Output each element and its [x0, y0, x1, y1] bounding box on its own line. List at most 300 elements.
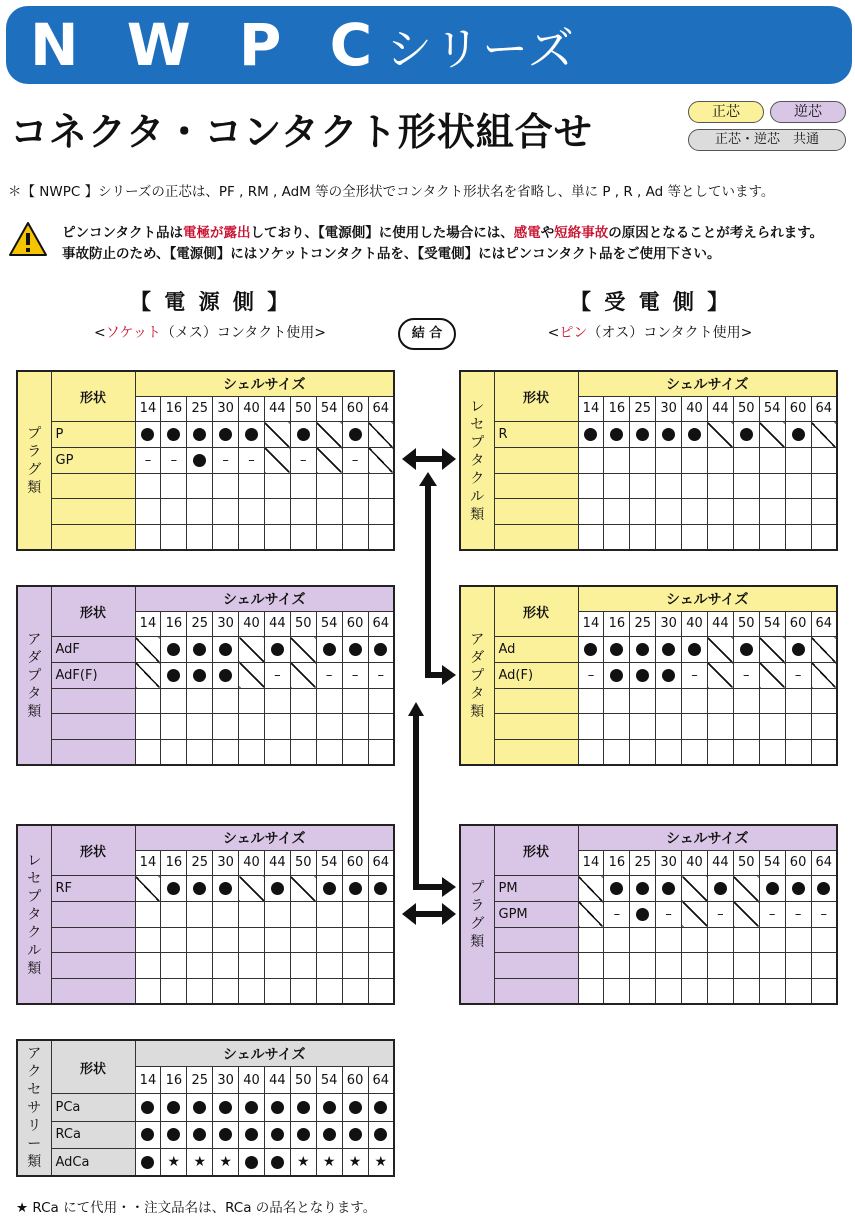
shell-size-60: 60	[785, 396, 811, 422]
shell-size-25: 25	[187, 1067, 213, 1094]
cell-empty	[811, 473, 837, 499]
shell-size-44: 44	[264, 611, 290, 637]
cell-empty	[811, 688, 837, 714]
cell-dot	[733, 422, 759, 448]
cell-empty	[785, 524, 811, 550]
cell-empty	[316, 901, 342, 927]
cell-empty	[604, 473, 630, 499]
cell-empty	[342, 978, 368, 1004]
table-row	[460, 447, 837, 473]
shell-size-64: 64	[811, 396, 837, 422]
cell-dot	[135, 1094, 161, 1121]
cell-empty	[316, 953, 342, 979]
cell-empty	[785, 953, 811, 979]
cell-dot	[290, 422, 316, 448]
cell-empty	[135, 688, 161, 714]
cell-empty	[630, 739, 656, 765]
cell-empty	[239, 473, 265, 499]
cell-empty	[213, 473, 239, 499]
cell-empty	[785, 499, 811, 525]
cell-dot	[785, 876, 811, 902]
cell-slash	[578, 901, 604, 927]
cell-empty	[733, 499, 759, 525]
shape-header: 形状	[51, 586, 135, 637]
cell-empty	[161, 688, 187, 714]
cell-dot	[161, 1094, 187, 1121]
cell-empty	[630, 524, 656, 550]
table-row	[17, 662, 394, 688]
cell-empty	[161, 927, 187, 953]
cell-empty	[604, 688, 630, 714]
receiving-side-subtitle: <ピン（オス）コンタクト使用>	[547, 325, 753, 341]
shell-size-40: 40	[239, 850, 265, 876]
category-label: レセプタクル類	[17, 825, 51, 1004]
cell-dot	[316, 1121, 342, 1148]
cell-empty	[342, 499, 368, 525]
cell-empty	[264, 499, 290, 525]
cell-slash	[368, 447, 394, 473]
cell-empty	[733, 739, 759, 765]
cell-empty	[187, 688, 213, 714]
legend-gyaku: 逆芯	[770, 101, 846, 123]
cell-dash	[656, 901, 682, 927]
shape-name: GPM	[494, 901, 578, 927]
cell-dot	[785, 422, 811, 448]
cell-dot	[290, 1094, 316, 1121]
cell-dot	[264, 876, 290, 902]
cell-empty	[656, 978, 682, 1004]
cell-empty	[161, 953, 187, 979]
cell-empty	[759, 953, 785, 979]
cell-dash	[239, 447, 265, 473]
cell-empty	[733, 447, 759, 473]
shell-size-14: 14	[135, 1067, 161, 1094]
cell-empty	[682, 524, 708, 550]
cell-dot	[213, 876, 239, 902]
shell-size-44: 44	[264, 1067, 290, 1094]
cell-empty	[682, 978, 708, 1004]
cell-empty	[368, 714, 394, 740]
table-row	[460, 927, 837, 953]
cell-empty	[264, 953, 290, 979]
shell-size-40: 40	[682, 396, 708, 422]
shell-size-30: 30	[213, 850, 239, 876]
cell-empty	[368, 927, 394, 953]
shell-size-60: 60	[785, 611, 811, 637]
cell-dot	[213, 422, 239, 448]
cell-dot	[161, 662, 187, 688]
cell-empty	[264, 714, 290, 740]
cell-empty	[733, 524, 759, 550]
cell-empty	[707, 978, 733, 1004]
cell-dot	[630, 662, 656, 688]
cell-empty	[578, 447, 604, 473]
cell-dot	[604, 876, 630, 902]
cell-slash	[135, 662, 161, 688]
table-row	[17, 714, 394, 740]
shape-name: RF	[51, 876, 135, 902]
cell-slash	[707, 637, 733, 663]
cell-empty	[213, 688, 239, 714]
cell-dash	[135, 447, 161, 473]
cell-empty	[342, 739, 368, 765]
shell-size-40: 40	[682, 611, 708, 637]
cell-empty	[239, 901, 265, 927]
cell-empty	[733, 714, 759, 740]
cell-empty	[656, 447, 682, 473]
shape-name	[494, 524, 578, 550]
cell-empty	[187, 714, 213, 740]
table-row	[17, 927, 394, 953]
table-row	[460, 978, 837, 1004]
table-row	[460, 876, 837, 902]
cell-dot	[187, 662, 213, 688]
cell-dash	[759, 901, 785, 927]
cell-empty	[135, 524, 161, 550]
cell-empty	[342, 953, 368, 979]
shell-size-50: 50	[733, 611, 759, 637]
cell-empty	[342, 901, 368, 927]
shell-size-64: 64	[811, 611, 837, 637]
cell-empty	[161, 524, 187, 550]
cell-dot	[342, 876, 368, 902]
cell-empty	[656, 499, 682, 525]
table-row	[17, 422, 394, 448]
cell-slash	[135, 876, 161, 902]
cell-slash	[733, 876, 759, 902]
cell-empty	[161, 739, 187, 765]
shape-name	[51, 688, 135, 714]
cell-dot	[759, 876, 785, 902]
shell-size-50: 50	[733, 396, 759, 422]
cell-empty	[811, 978, 837, 1004]
shell-size-16: 16	[604, 396, 630, 422]
shape-name: Ad	[494, 637, 578, 663]
cell-empty	[239, 927, 265, 953]
shape-header: 形状	[494, 371, 578, 422]
shell-size-14: 14	[135, 850, 161, 876]
cell-empty	[811, 524, 837, 550]
table-adapter-left	[16, 585, 395, 766]
table-row	[17, 978, 394, 1004]
cell-empty	[785, 447, 811, 473]
shape-name	[51, 927, 135, 953]
cell-empty	[135, 473, 161, 499]
cell-empty	[578, 524, 604, 550]
cell-empty	[342, 473, 368, 499]
cell-empty	[785, 688, 811, 714]
page-title: コネクタ・コンタクト形状組合せ	[10, 110, 593, 154]
cell-empty	[604, 978, 630, 1004]
table-row	[17, 473, 394, 499]
cell-empty	[630, 688, 656, 714]
cell-dot	[656, 876, 682, 902]
cell-empty	[264, 901, 290, 927]
table-row	[17, 1094, 394, 1121]
shape-name	[51, 901, 135, 927]
shape-name	[51, 953, 135, 979]
cell-empty	[811, 447, 837, 473]
cell-star	[368, 1149, 394, 1176]
cell-empty	[368, 688, 394, 714]
cell-empty	[316, 714, 342, 740]
cell-dot	[161, 1121, 187, 1148]
cell-slash	[239, 876, 265, 902]
cell-empty	[290, 499, 316, 525]
cell-star	[316, 1149, 342, 1176]
cell-dot	[733, 637, 759, 663]
cell-empty	[604, 499, 630, 525]
cell-dot	[682, 422, 708, 448]
shell-size-50: 50	[290, 611, 316, 637]
cell-empty	[368, 978, 394, 1004]
shape-header: 形状	[494, 825, 578, 876]
cell-empty	[656, 739, 682, 765]
cell-empty	[264, 739, 290, 765]
shell-size-25: 25	[187, 850, 213, 876]
cell-empty	[630, 953, 656, 979]
shell-size-16: 16	[161, 611, 187, 637]
table-row	[17, 447, 394, 473]
cell-empty	[290, 953, 316, 979]
cell-empty	[239, 739, 265, 765]
cell-empty	[161, 714, 187, 740]
shape-name: Ad(F)	[494, 662, 578, 688]
cell-empty	[187, 524, 213, 550]
cell-empty	[630, 499, 656, 525]
cell-slash	[290, 876, 316, 902]
shape-header: 形状	[51, 1040, 135, 1094]
shell-size-30: 30	[213, 1067, 239, 1094]
cell-empty	[656, 714, 682, 740]
cell-slash	[707, 422, 733, 448]
cell-dot	[630, 637, 656, 663]
legend-sei: 正芯	[688, 101, 764, 123]
cell-dot	[342, 1121, 368, 1148]
cell-empty	[656, 473, 682, 499]
cell-slash	[578, 876, 604, 902]
shell-size-50: 50	[290, 850, 316, 876]
shell-size-16: 16	[161, 1067, 187, 1094]
cell-empty	[811, 927, 837, 953]
cell-slash	[239, 637, 265, 663]
cell-dot	[239, 422, 265, 448]
shell-size-30: 30	[656, 850, 682, 876]
shell-size-14: 14	[135, 396, 161, 422]
shape-name	[494, 499, 578, 525]
cell-empty	[578, 927, 604, 953]
shell-size-header: シェルサイズ	[578, 586, 837, 611]
cell-dot	[682, 637, 708, 663]
cell-dot	[239, 1149, 265, 1176]
cell-dot	[290, 1121, 316, 1148]
cell-empty	[707, 473, 733, 499]
cell-empty	[578, 499, 604, 525]
cell-empty	[135, 739, 161, 765]
shape-name: RCa	[51, 1121, 135, 1148]
cell-dash	[316, 662, 342, 688]
cell-empty	[239, 688, 265, 714]
cell-dot	[604, 637, 630, 663]
table-row	[460, 739, 837, 765]
cell-slash	[811, 637, 837, 663]
cell-empty	[316, 739, 342, 765]
cell-empty	[161, 978, 187, 1004]
shell-size-54: 54	[759, 850, 785, 876]
cell-dot	[342, 637, 368, 663]
cell-dot	[239, 1121, 265, 1148]
table-row	[17, 739, 394, 765]
shell-size-header: シェルサイズ	[578, 825, 837, 850]
cell-dot	[578, 422, 604, 448]
cell-empty	[316, 473, 342, 499]
cell-slash	[759, 422, 785, 448]
cell-dot	[604, 662, 630, 688]
cell-empty	[578, 953, 604, 979]
receiving-side-title: 【 受 電 側 】	[570, 290, 732, 314]
shell-size-header: シェルサイズ	[578, 371, 837, 396]
shell-size-64: 64	[368, 1067, 394, 1094]
shell-size-50: 50	[290, 396, 316, 422]
shape-name	[494, 739, 578, 765]
cell-dot	[368, 1094, 394, 1121]
cell-star	[213, 1149, 239, 1176]
cell-empty	[135, 953, 161, 979]
cell-empty	[759, 524, 785, 550]
warning-line-2: 事故防止のため、【電源側】にはソケットコンタクト品を、【受電側】にはピンコンタクト品をご使用下さい。	[62, 246, 721, 262]
cell-empty	[316, 499, 342, 525]
table-plug-left	[16, 370, 395, 551]
cell-dot	[213, 662, 239, 688]
shell-size-14: 14	[135, 611, 161, 637]
shell-size-64: 64	[811, 850, 837, 876]
cell-empty	[811, 499, 837, 525]
shape-name	[51, 714, 135, 740]
cell-dot	[187, 1094, 213, 1121]
cell-empty	[342, 927, 368, 953]
shell-size-40: 40	[239, 611, 265, 637]
table-row	[460, 637, 837, 663]
table-adapter-right	[459, 585, 838, 766]
table-row	[460, 688, 837, 714]
table-row	[17, 876, 394, 902]
connection-arrows	[400, 440, 460, 940]
cell-empty	[213, 901, 239, 927]
cell-empty	[759, 473, 785, 499]
cell-dot	[161, 637, 187, 663]
cell-dot	[342, 1094, 368, 1121]
cell-empty	[759, 447, 785, 473]
cell-empty	[213, 978, 239, 1004]
cell-dot	[316, 876, 342, 902]
shell-size-60: 60	[785, 850, 811, 876]
cell-dot	[368, 637, 394, 663]
shell-size-25: 25	[630, 611, 656, 637]
cell-empty	[342, 524, 368, 550]
cell-empty	[604, 524, 630, 550]
cell-slash	[811, 422, 837, 448]
category-label: プラグ類	[17, 371, 51, 550]
cell-dot	[135, 1149, 161, 1176]
cell-empty	[368, 499, 394, 525]
cell-empty	[759, 688, 785, 714]
cell-slash	[264, 422, 290, 448]
cell-empty	[811, 953, 837, 979]
shell-size-60: 60	[342, 850, 368, 876]
shell-size-60: 60	[342, 396, 368, 422]
cell-empty	[656, 927, 682, 953]
power-side-subtitle: <ソケット（メス）コンタクト使用>	[93, 325, 327, 341]
cell-empty	[578, 688, 604, 714]
cell-dash	[785, 662, 811, 688]
cell-empty	[187, 499, 213, 525]
combine-badge: 結 合	[398, 318, 456, 350]
cell-empty	[682, 473, 708, 499]
shell-size-16: 16	[161, 396, 187, 422]
table-row	[460, 473, 837, 499]
cell-slash	[682, 876, 708, 902]
cell-dot	[316, 637, 342, 663]
cell-empty	[785, 739, 811, 765]
cell-empty	[785, 978, 811, 1004]
cell-empty	[187, 473, 213, 499]
shell-size-40: 40	[682, 850, 708, 876]
cell-dash	[342, 662, 368, 688]
power-side-title: 【 電 源 側 】	[130, 290, 292, 314]
cell-dash	[707, 901, 733, 927]
cell-empty	[733, 953, 759, 979]
cell-empty	[264, 978, 290, 1004]
cell-empty	[759, 499, 785, 525]
shell-size-50: 50	[733, 850, 759, 876]
cell-slash	[316, 447, 342, 473]
shell-size-54: 54	[316, 1067, 342, 1094]
cell-empty	[630, 447, 656, 473]
cell-dot	[264, 1094, 290, 1121]
cell-dot	[630, 876, 656, 902]
cell-slash	[682, 901, 708, 927]
cell-empty	[135, 978, 161, 1004]
cell-dot	[368, 1121, 394, 1148]
shape-name	[51, 739, 135, 765]
cell-empty	[707, 688, 733, 714]
cell-empty	[707, 927, 733, 953]
cell-empty	[630, 978, 656, 1004]
shell-size-40: 40	[239, 396, 265, 422]
cell-dash	[733, 662, 759, 688]
cell-dot	[187, 447, 213, 473]
cell-dash	[578, 662, 604, 688]
cell-empty	[290, 978, 316, 1004]
shape-name: PCa	[51, 1094, 135, 1121]
cell-empty	[707, 714, 733, 740]
shape-name: R	[494, 422, 578, 448]
cell-dot	[135, 422, 161, 448]
cell-empty	[316, 927, 342, 953]
cell-empty	[239, 524, 265, 550]
cell-empty	[239, 499, 265, 525]
shell-size-30: 30	[213, 611, 239, 637]
cell-dot	[368, 876, 394, 902]
shell-size-14: 14	[578, 850, 604, 876]
table-row	[460, 901, 837, 927]
shell-size-64: 64	[368, 850, 394, 876]
shape-name: GP	[51, 447, 135, 473]
cell-empty	[264, 524, 290, 550]
cell-dot	[578, 637, 604, 663]
cell-empty	[213, 953, 239, 979]
cell-dot	[264, 1121, 290, 1148]
